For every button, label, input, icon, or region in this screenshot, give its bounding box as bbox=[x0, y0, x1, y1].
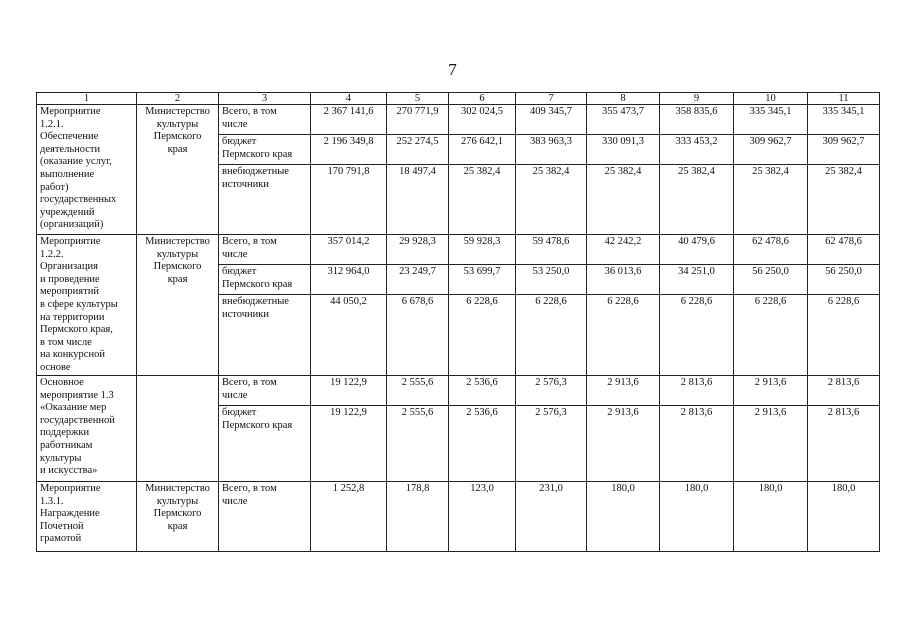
source-cell: Всего, в том числе bbox=[219, 482, 311, 552]
value-cell: 19 122,9 bbox=[311, 406, 387, 482]
value-cell: 29 928,3 bbox=[387, 235, 449, 265]
table-row bbox=[37, 376, 880, 406]
value-cell: 270 771,9 bbox=[387, 105, 449, 135]
activity-cell: Мероприятие 1.2.1. Обеспечение деятельности (оказание услуг, выполнение работ) государственных учреждений (организаций) bbox=[37, 105, 137, 235]
value-cell: 6 228,6 bbox=[808, 295, 880, 376]
source-cell: Всего, в том числе bbox=[219, 376, 311, 406]
value-cell: 6 228,6 bbox=[516, 295, 587, 376]
value-cell: 6 228,6 bbox=[660, 295, 734, 376]
value-cell: 42 242,2 bbox=[587, 235, 660, 265]
header-cell: 3 bbox=[219, 93, 311, 105]
value-cell: 34 251,0 bbox=[660, 265, 734, 295]
activity-cell: Мероприятие 1.2.2. Организация и проведение мероприятий в сфере культуры на территории Пермского края, в том числе на конкурсной основе bbox=[37, 235, 137, 376]
value-cell: 2 913,6 bbox=[734, 376, 808, 406]
value-cell: 309 962,7 bbox=[808, 135, 880, 165]
executor-cell: Министерство культуры Пермского края bbox=[137, 482, 219, 552]
value-cell: 2 367 141,6 bbox=[311, 105, 387, 135]
value-cell: 6 678,6 bbox=[387, 295, 449, 376]
value-cell: 19 122,9 bbox=[311, 376, 387, 406]
value-cell: 25 382,4 bbox=[449, 165, 516, 235]
value-cell: 2 813,6 bbox=[808, 376, 880, 406]
source-cell: внебюджетные источники bbox=[219, 165, 311, 235]
value-cell: 123,0 bbox=[449, 482, 516, 552]
value-cell: 62 478,6 bbox=[808, 235, 880, 265]
value-cell: 170 791,8 bbox=[311, 165, 387, 235]
table-row bbox=[37, 105, 880, 135]
page-number: 7 bbox=[448, 60, 457, 79]
value-cell: 59 478,6 bbox=[516, 235, 587, 265]
source-cell: внебюджетные источники bbox=[219, 295, 311, 376]
value-cell: 302 024,5 bbox=[449, 105, 516, 135]
value-cell: 333 453,2 bbox=[660, 135, 734, 165]
executor-cell: Министерство культуры Пермского края bbox=[137, 105, 219, 235]
budget-table bbox=[36, 92, 880, 552]
value-cell: 180,0 bbox=[734, 482, 808, 552]
activity-cell: Мероприятие 1.3.1. Награждение Почетной грамотой bbox=[37, 482, 137, 552]
value-cell: 2 813,6 bbox=[808, 406, 880, 482]
header-cell: 2 bbox=[137, 93, 219, 105]
table-body bbox=[37, 93, 880, 552]
value-cell: 2 576,3 bbox=[516, 406, 587, 482]
value-cell: 383 963,3 bbox=[516, 135, 587, 165]
value-cell: 53 250,0 bbox=[516, 265, 587, 295]
activity-cell: Основное мероприятие 1.3 «Оказание мер государственной поддержки работникам культуры и искусства» bbox=[37, 376, 137, 482]
header-cell: 6 bbox=[449, 93, 516, 105]
value-cell: 2 913,6 bbox=[587, 406, 660, 482]
header-cell: 11 bbox=[808, 93, 880, 105]
header-cell: 7 bbox=[516, 93, 587, 105]
executor-cell bbox=[137, 376, 219, 482]
value-cell: 25 382,4 bbox=[734, 165, 808, 235]
table-row bbox=[37, 235, 880, 265]
value-cell: 6 228,6 bbox=[734, 295, 808, 376]
value-cell: 1 252,8 bbox=[311, 482, 387, 552]
value-cell: 25 382,4 bbox=[587, 165, 660, 235]
value-cell: 276 642,1 bbox=[449, 135, 516, 165]
header-cell: 4 bbox=[311, 93, 387, 105]
value-cell: 2 813,6 bbox=[660, 376, 734, 406]
value-cell: 178,8 bbox=[387, 482, 449, 552]
value-cell: 2 913,6 bbox=[734, 406, 808, 482]
value-cell: 25 382,4 bbox=[516, 165, 587, 235]
header-cell: 8 bbox=[587, 93, 660, 105]
value-cell: 6 228,6 bbox=[449, 295, 516, 376]
header-cell: 5 bbox=[387, 93, 449, 105]
value-cell: 62 478,6 bbox=[734, 235, 808, 265]
value-cell: 2 555,6 bbox=[387, 406, 449, 482]
value-cell: 53 699,7 bbox=[449, 265, 516, 295]
value-cell: 409 345,7 bbox=[516, 105, 587, 135]
source-cell: Всего, в том числе bbox=[219, 105, 311, 135]
value-cell: 2 576,3 bbox=[516, 376, 587, 406]
value-cell: 2 813,6 bbox=[660, 406, 734, 482]
value-cell: 2 536,6 bbox=[449, 376, 516, 406]
header-cell: 1 bbox=[37, 93, 137, 105]
value-cell: 18 497,4 bbox=[387, 165, 449, 235]
value-cell: 40 479,6 bbox=[660, 235, 734, 265]
value-cell: 335 345,1 bbox=[808, 105, 880, 135]
executor-cell: Министерство культуры Пермского края bbox=[137, 235, 219, 376]
header-row bbox=[37, 93, 880, 105]
source-cell: бюджет Пермского края bbox=[219, 406, 311, 482]
value-cell: 252 274,5 bbox=[387, 135, 449, 165]
source-cell: Всего, в том числе bbox=[219, 235, 311, 265]
value-cell: 2 555,6 bbox=[387, 376, 449, 406]
value-cell: 56 250,0 bbox=[808, 265, 880, 295]
value-cell: 44 050,2 bbox=[311, 295, 387, 376]
value-cell: 358 835,6 bbox=[660, 105, 734, 135]
value-cell: 309 962,7 bbox=[734, 135, 808, 165]
value-cell: 335 345,1 bbox=[734, 105, 808, 135]
value-cell: 357 014,2 bbox=[311, 235, 387, 265]
value-cell: 312 964,0 bbox=[311, 265, 387, 295]
value-cell: 56 250,0 bbox=[734, 265, 808, 295]
value-cell: 330 091,3 bbox=[587, 135, 660, 165]
value-cell: 355 473,7 bbox=[587, 105, 660, 135]
value-cell: 180,0 bbox=[587, 482, 660, 552]
header-cell: 10 bbox=[734, 93, 808, 105]
value-cell: 180,0 bbox=[808, 482, 880, 552]
value-cell: 25 382,4 bbox=[660, 165, 734, 235]
value-cell: 2 536,6 bbox=[449, 406, 516, 482]
value-cell: 25 382,4 bbox=[808, 165, 880, 235]
value-cell: 2 913,6 bbox=[587, 376, 660, 406]
source-cell: бюджет Пермского края bbox=[219, 265, 311, 295]
header-cell: 9 bbox=[660, 93, 734, 105]
source-cell: бюджет Пермского края bbox=[219, 135, 311, 165]
value-cell: 2 196 349,8 bbox=[311, 135, 387, 165]
value-cell: 59 928,3 bbox=[449, 235, 516, 265]
value-cell: 6 228,6 bbox=[587, 295, 660, 376]
value-cell: 23 249,7 bbox=[387, 265, 449, 295]
table-row bbox=[37, 482, 880, 552]
value-cell: 36 013,6 bbox=[587, 265, 660, 295]
value-cell: 180,0 bbox=[660, 482, 734, 552]
value-cell: 231,0 bbox=[516, 482, 587, 552]
